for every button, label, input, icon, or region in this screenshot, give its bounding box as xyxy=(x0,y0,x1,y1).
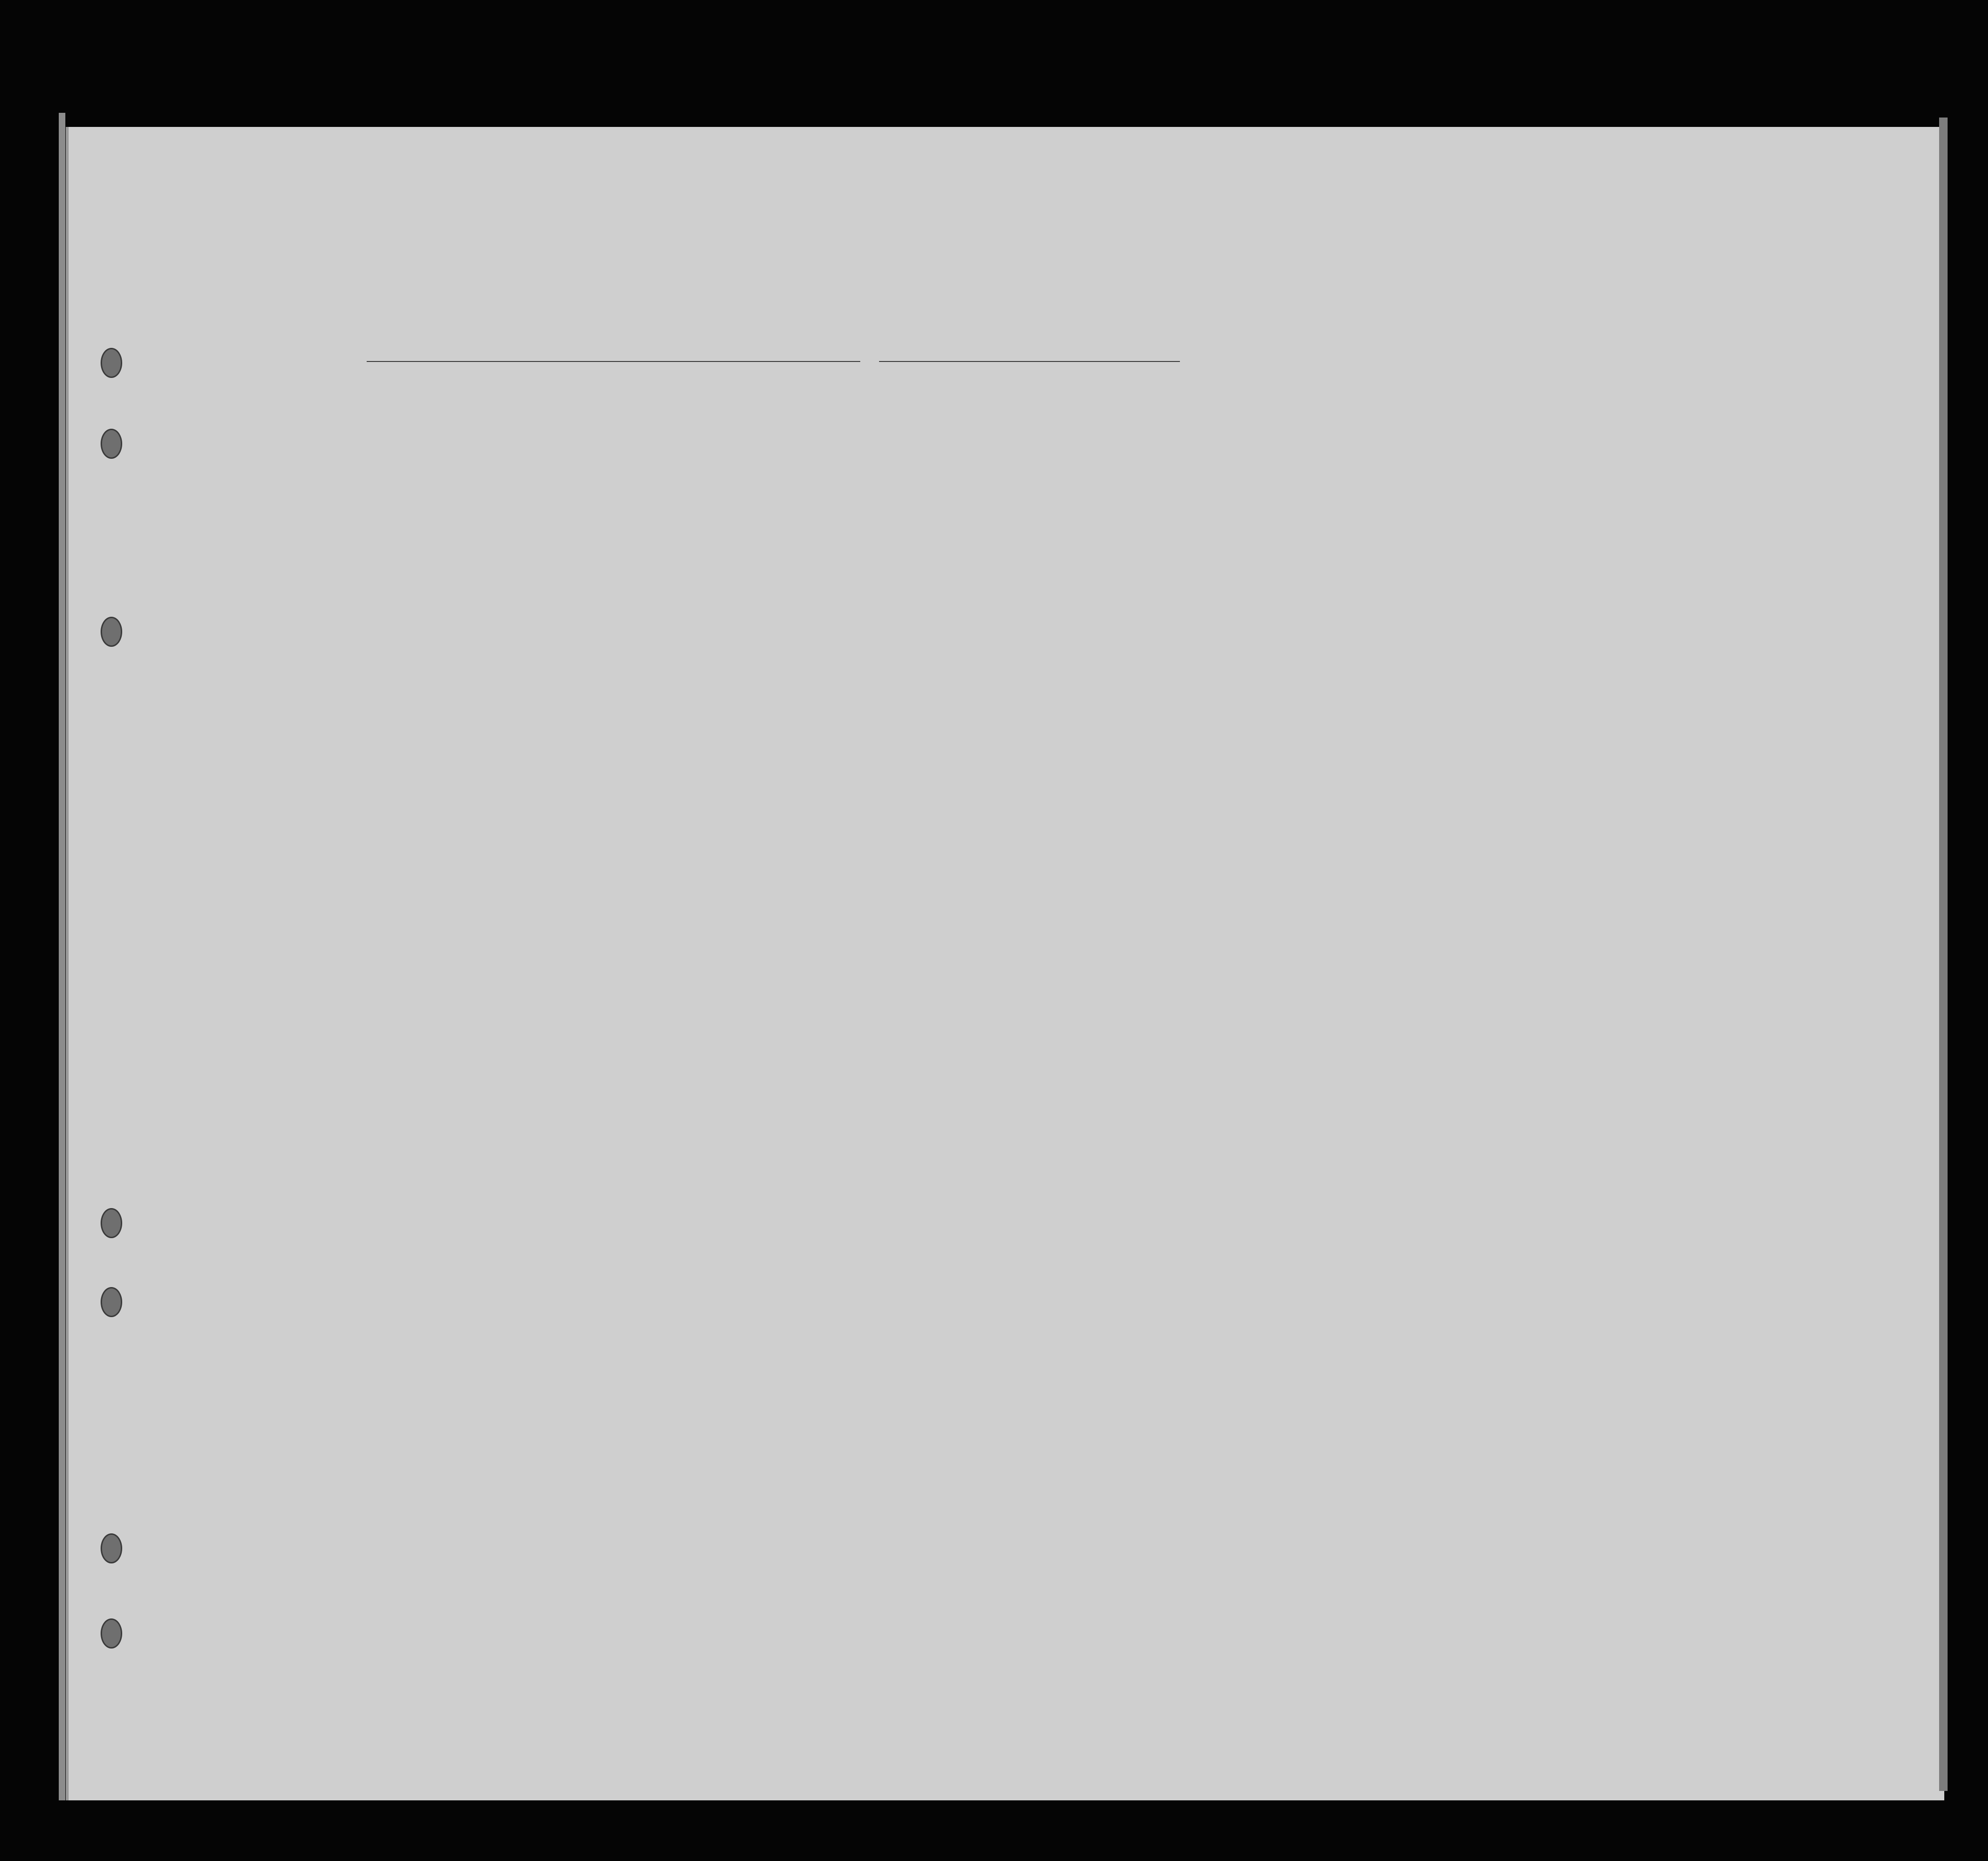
header-q28 xyxy=(1363,423,1410,545)
header-prison xyxy=(1265,423,1297,545)
header-purpose-return xyxy=(1165,451,1193,545)
manifest-sheet xyxy=(66,127,1944,1800)
punch-hole xyxy=(101,1287,122,1317)
punch-hole xyxy=(101,429,122,459)
header-anarchist xyxy=(1344,423,1359,545)
date-underline xyxy=(879,361,1180,362)
header-polygamist xyxy=(1316,423,1330,545)
punch-hole xyxy=(101,1533,122,1563)
header-q29 xyxy=(1420,423,1448,545)
header-purpose-length xyxy=(1196,451,1222,545)
header-money xyxy=(718,414,738,541)
header-ticket xyxy=(601,414,621,541)
punch-hole xyxy=(101,348,122,378)
punch-hole xyxy=(101,617,122,647)
port-underline xyxy=(367,361,860,362)
header-deported xyxy=(1474,423,1488,545)
page-edge xyxy=(59,113,65,1800)
page-edge-right xyxy=(1939,118,1948,1791)
punch-hole xyxy=(101,1618,122,1649)
header-purpose-citizen xyxy=(1227,451,1253,545)
header-excluded xyxy=(1455,423,1469,545)
punch-hole xyxy=(101,1208,122,1238)
